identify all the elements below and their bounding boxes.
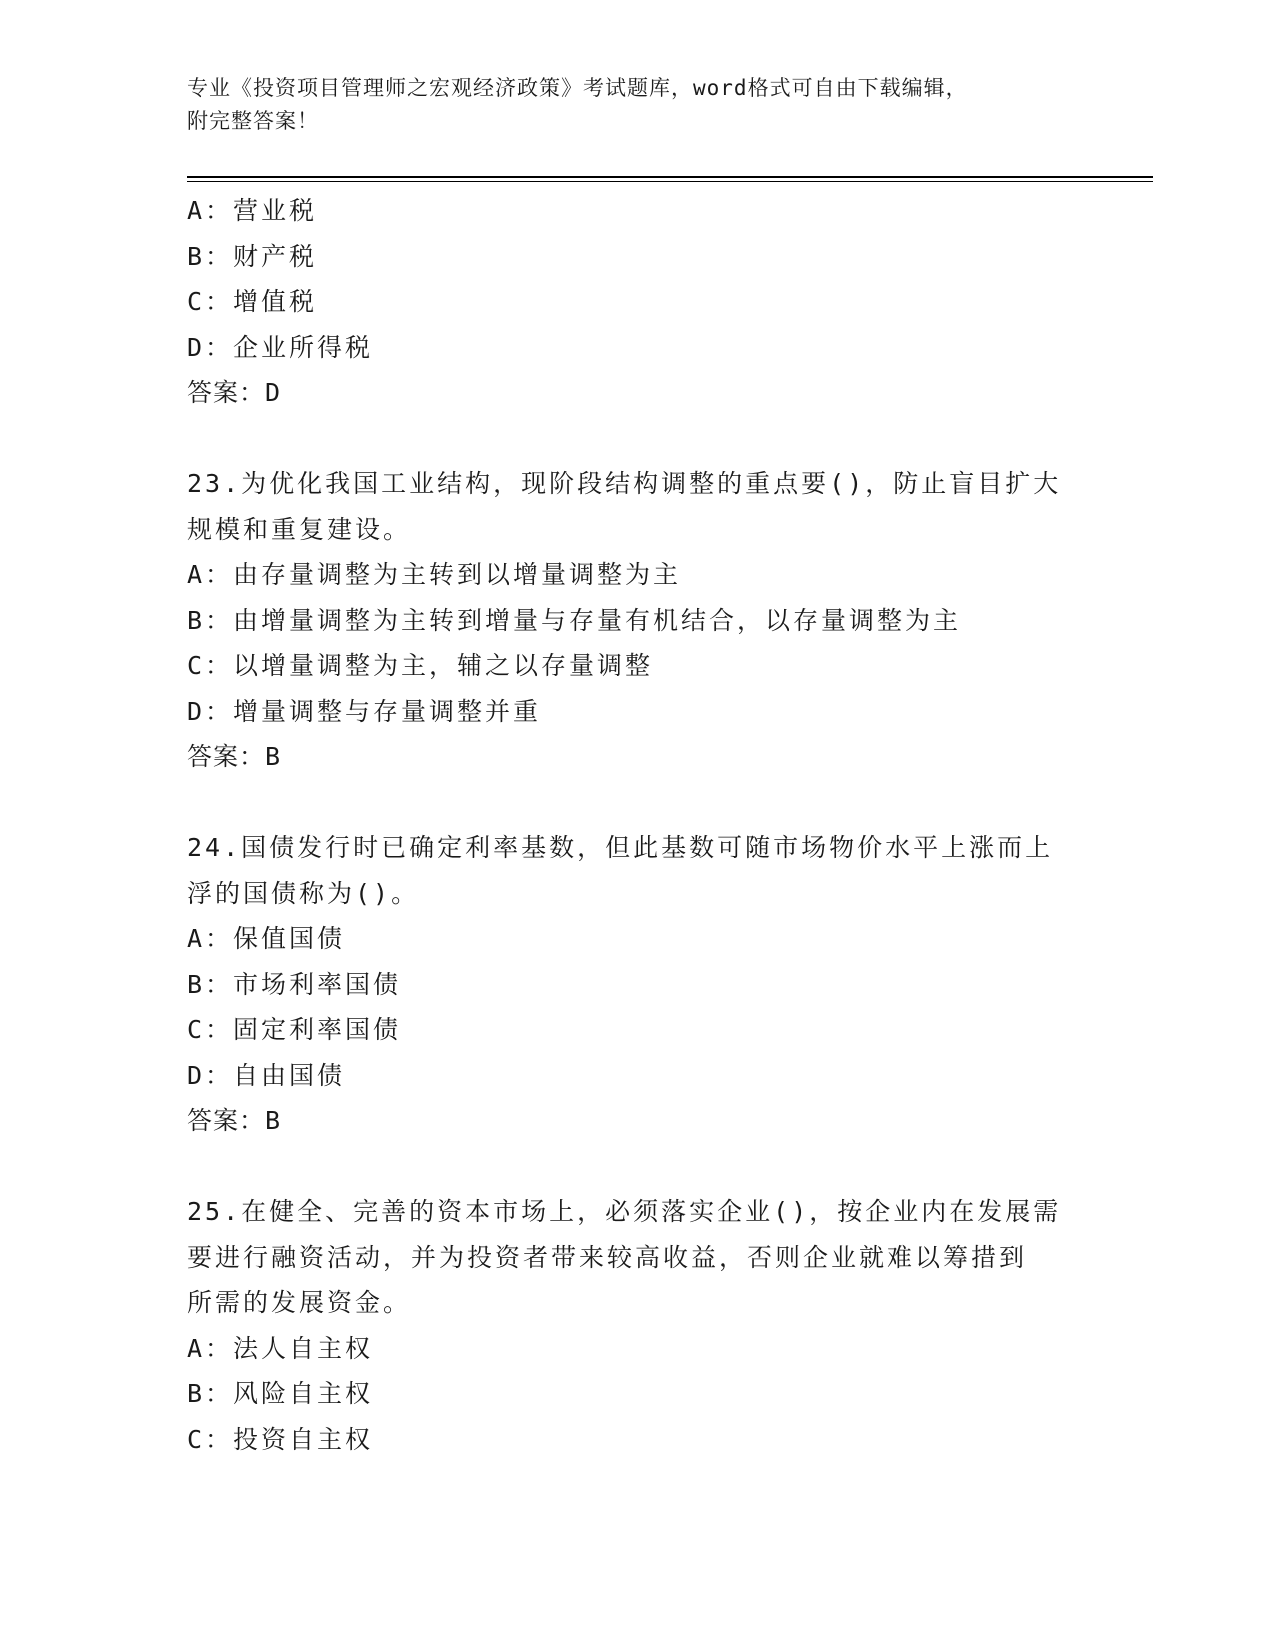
- option-c: C：投资自主权: [187, 1424, 374, 1454]
- option-a: A：由存量调整为主转到以增量调整为主: [187, 560, 682, 589]
- option-b: B：财产税: [187, 241, 318, 271]
- question-text-line: 25.在健全、完善的资本市场上，必须落实企业()，按企业内在发展需: [187, 1197, 1062, 1226]
- header-rule-thick: [187, 176, 1153, 178]
- option-c: C：以增量调整为主，辅之以存量调整: [187, 651, 654, 680]
- answer-line: 答案：D: [187, 378, 282, 407]
- answer-line: 答案：B: [187, 1106, 282, 1135]
- question-text-line: 24.国债发行时已确定利率基数，但此基数可随市场物价水平上涨而上: [187, 833, 1054, 862]
- option-b: B：市场利率国债: [187, 969, 402, 999]
- option-c: C：固定利率国债: [187, 1015, 402, 1044]
- option-d: D：自由国债: [187, 1060, 346, 1090]
- question-text-line: 要进行融资活动，并为投资者带来较高收益，否则企业就难以筹措到: [187, 1242, 1028, 1272]
- option-b: B：风险自主权: [187, 1379, 374, 1408]
- option-d: D：增量调整与存量调整并重: [187, 696, 542, 726]
- option-a: A：法人自主权: [187, 1333, 374, 1363]
- header-line-1: 专业《投资项目管理师之宏观经济政策》考试题库，word格式可自由下载编辑，: [187, 76, 968, 100]
- question-25: [187, 1189, 1087, 1462]
- prev-question-block: [187, 188, 1087, 416]
- option-d: D：企业所得税: [187, 332, 374, 362]
- option-b: B：由增量调整为主转到增量与存量有机结合，以存量调整为主: [187, 605, 962, 635]
- question-text-line: 23.为优化我国工业结构，现阶段结构调整的重点要()，防止盲目扩大: [187, 469, 1062, 498]
- question-text-line: 浮的国债称为()。: [187, 878, 420, 908]
- option-c: C：增值税: [187, 287, 318, 316]
- question-24: [187, 825, 1087, 1144]
- header-rule-thin: [187, 181, 1153, 182]
- question-text-line: 所需的发展资金。: [187, 1288, 412, 1317]
- document-header: [187, 72, 1067, 138]
- answer-line: 答案：B: [187, 742, 282, 771]
- spacer: [187, 780, 1087, 826]
- spacer: [187, 416, 1087, 462]
- option-a: A：营业税: [187, 196, 318, 225]
- question-list: [187, 188, 1087, 1462]
- spacer: [187, 1144, 1087, 1190]
- question-text-line: 规模和重复建设。: [187, 514, 412, 544]
- header-line-2: 附完整答案！: [187, 109, 319, 133]
- option-a: A：保值国债: [187, 924, 346, 953]
- question-23: [187, 461, 1087, 780]
